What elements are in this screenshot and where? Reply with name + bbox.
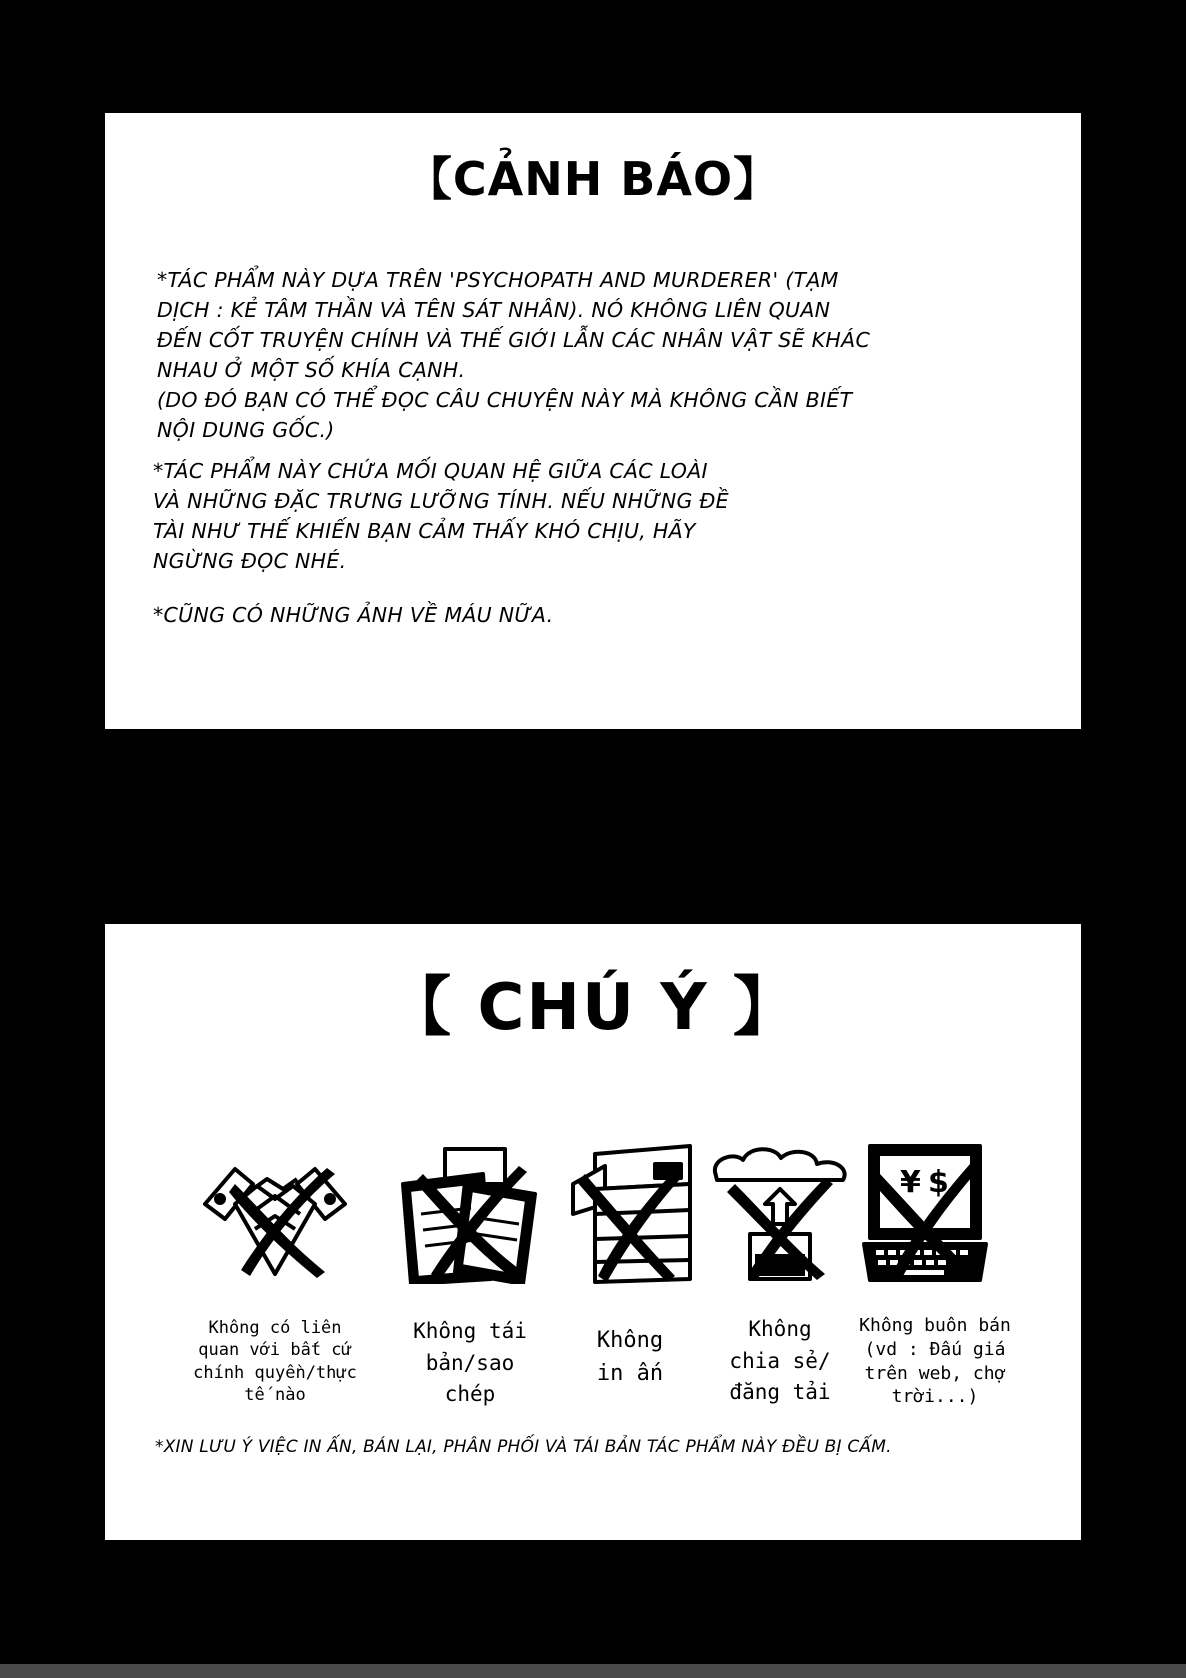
caption-line: Không tái xyxy=(413,1319,527,1343)
warning-title-text: CẢNH BÁO xyxy=(452,152,734,206)
prohibition-caption-print xyxy=(575,1324,685,1390)
prohibition-caption-affiliation xyxy=(175,1317,375,1407)
prohibition-icons-row xyxy=(105,1144,1081,1484)
warning-line: NHAU Ở MỘT SỐ KHÍA CẠNH. xyxy=(157,358,466,382)
caption-line: quan với bất cứ xyxy=(198,1340,352,1361)
warning-panel xyxy=(105,113,1081,729)
warning-paragraph-source xyxy=(157,265,870,445)
bottom-strip xyxy=(0,1664,1186,1678)
warning-line: VÀ NHỮNG ĐẶC TRƯNG LƯỠNG TÍNH. NẾU NHỮNG ĐỀ xyxy=(153,489,729,513)
no-upload-icon xyxy=(705,1144,855,1284)
title-bracket-close: 】 xyxy=(733,152,781,206)
caption-line: tế nào xyxy=(244,1385,306,1406)
caption-line: Không buôn bán xyxy=(859,1315,1011,1336)
svg-text:¥: ¥ xyxy=(900,1165,921,1200)
prohibition-caption-sale xyxy=(835,1314,1035,1409)
caption-line: bản/sao xyxy=(425,1350,515,1375)
caption-line: chép xyxy=(444,1382,496,1406)
warning-line: NGỪNG ĐỌC NHÉ. xyxy=(153,549,347,573)
prohibition-caption-copy xyxy=(390,1316,550,1411)
no-copy-icon xyxy=(395,1144,545,1284)
title-bracket-open: 【 xyxy=(387,971,454,1045)
caption-line: Không xyxy=(596,1328,664,1353)
warning-line: (DO ĐÓ BẠN CÓ THỂ ĐỌC CÂU CHUYỆN NÀY MÀ KHÔNG CẦN BIẾT xyxy=(157,388,853,412)
caption-line: Không xyxy=(748,1317,812,1341)
warning-paragraph-blood xyxy=(153,600,553,630)
prohibition-item xyxy=(395,1144,545,1284)
warning-title xyxy=(105,143,1081,209)
warning-line: TÀI NHƯ THẾ KHIẾN BẠN CẢM THẤY KHÓ CHỊU, HÃY xyxy=(153,519,696,543)
warning-line: *TÁC PHẨM NÀY CHỨA MỐI QUAN HỆ GIỮA CÁC LOÀI xyxy=(153,459,708,483)
no-sale-icon xyxy=(860,1144,990,1284)
caption-line: trên web, chợ xyxy=(864,1362,1006,1384)
prohibition-item xyxy=(705,1144,855,1284)
notice-panel xyxy=(105,924,1081,1540)
warning-line: ĐẾN CỐT TRUYỆN CHÍNH VÀ THẾ GIỚI LẪN CÁC NHÂN VẬT SẼ KHÁC xyxy=(157,328,871,352)
warning-paragraph-content xyxy=(153,456,729,576)
prohibition-footnote: *XIN LƯU Ý VIỆC IN ẤN, BÁN LẠI, PHÂN PHỐI VÀ TÁI BẢN TÁC PHẨM NÀY ĐỀU BỊ CẤM. xyxy=(155,1437,892,1457)
no-affiliation-icon xyxy=(195,1144,355,1284)
caption-line: chính quyền/thực xyxy=(193,1362,357,1383)
prohibition-item xyxy=(860,1144,990,1284)
caption-line: đăng tải xyxy=(729,1380,831,1404)
caption-line: trời...) xyxy=(891,1386,979,1408)
prohibition-item xyxy=(565,1144,695,1284)
svg-text:$: $ xyxy=(928,1165,949,1200)
notice-title-text: CHÚ Ý xyxy=(477,971,709,1045)
warning-line: *CŨNG CÓ NHỮNG ẢNH VỀ MÁU NỮA. xyxy=(153,603,554,627)
caption-line: Không có liên xyxy=(208,1318,342,1338)
title-bracket-open: 【 xyxy=(405,152,453,206)
caption-line: in ấn xyxy=(596,1361,664,1386)
prohibition-item xyxy=(195,1144,355,1284)
warning-line: *TÁC PHẨM NÀY DỰA TRÊN 'PSYCHOPATH AND MURDERER' (TẠM xyxy=(157,268,839,292)
warning-line: NỘI DUNG GỐC.) xyxy=(157,418,335,442)
caption-line: (vd : Đấu giá xyxy=(864,1338,1006,1360)
caption-line: chia sẻ/ xyxy=(729,1348,831,1373)
no-print-icon xyxy=(565,1144,695,1284)
notice-title xyxy=(105,956,1081,1048)
warning-line: DỊCH : KẺ TÂM THẦN VÀ TÊN SÁT NHÂN). NÓ KHÔNG LIÊN QUAN xyxy=(157,298,831,322)
title-bracket-close: 】 xyxy=(732,971,799,1045)
prohibition-caption-upload xyxy=(710,1314,850,1409)
